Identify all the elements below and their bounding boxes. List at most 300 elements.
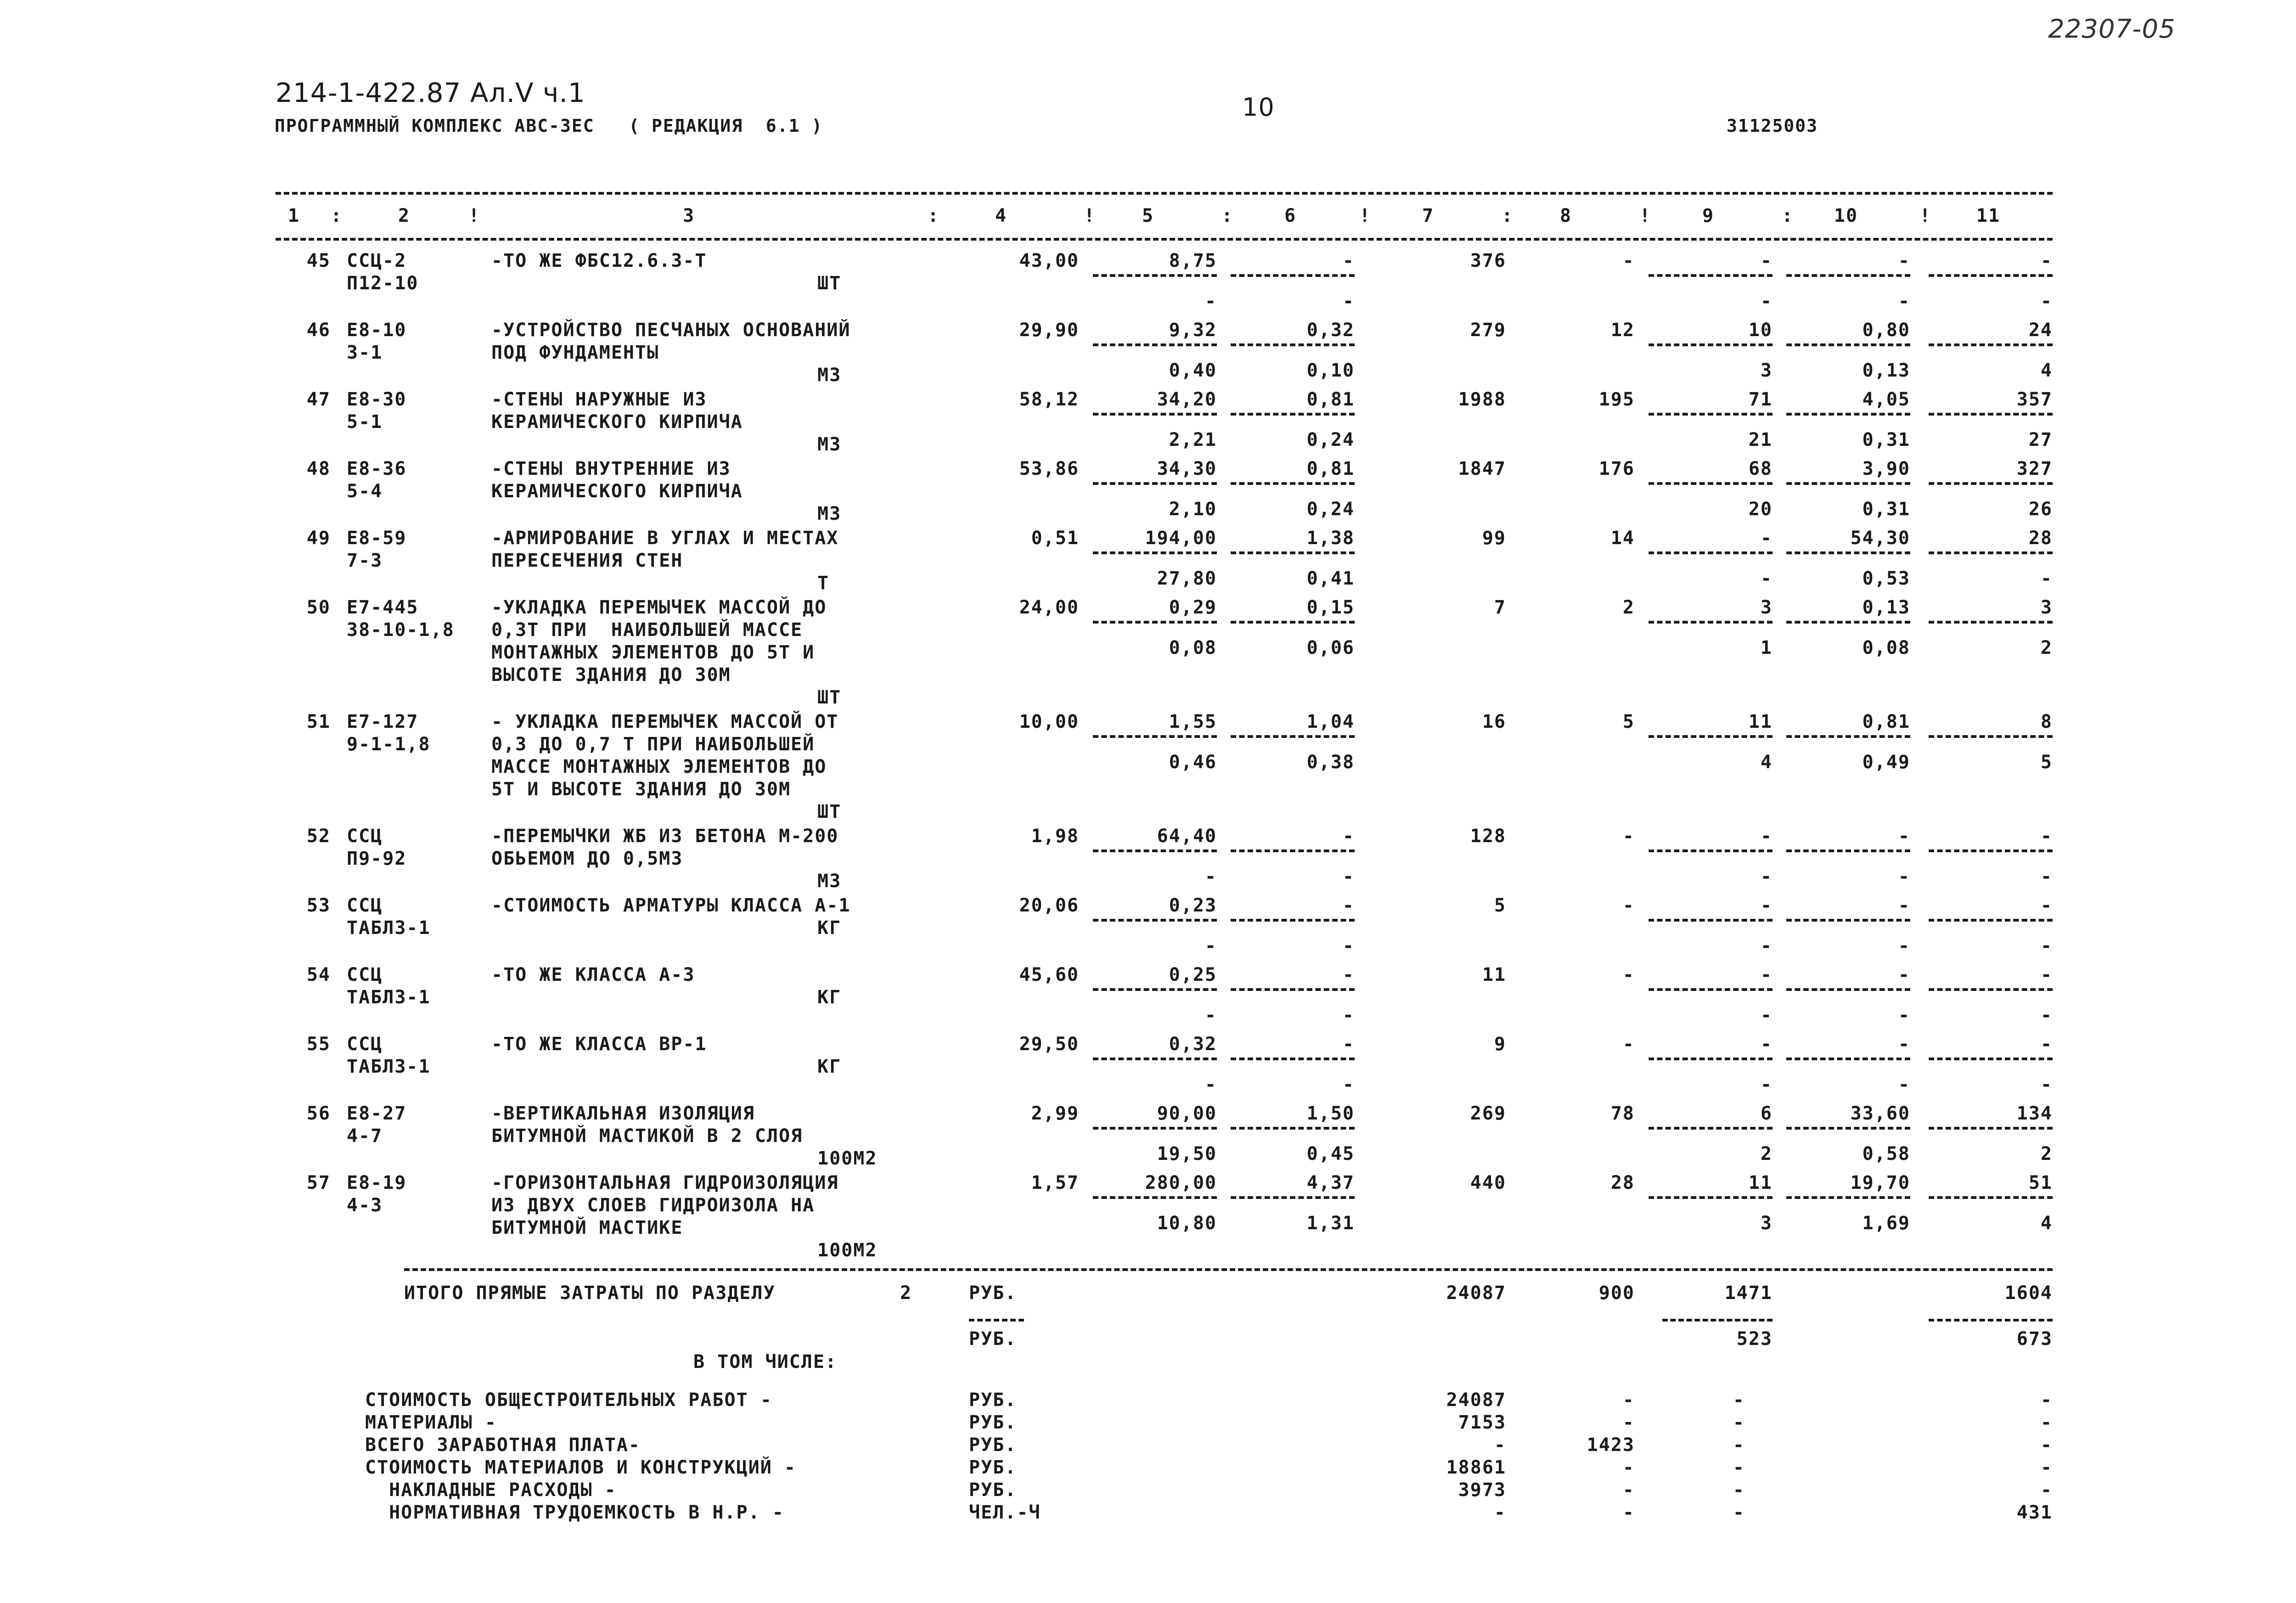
row-code: 5-1	[347, 411, 383, 433]
cell-c11-sub: 26	[2028, 499, 2053, 520]
row-description: МАССЕ МОНТАЖНЫХ ЭЛЕМЕНТОВ ДО	[491, 756, 827, 777]
cell-rule-c11	[1929, 735, 2053, 738]
row-code: П12-10	[347, 273, 419, 294]
column-header-8: 8	[1559, 205, 1572, 226]
cell-c5: 280,00	[1145, 1172, 1217, 1193]
cell-c11: 51	[2028, 1172, 2053, 1193]
cell-c11: 134	[2016, 1103, 2053, 1124]
cell-c10: -	[1898, 250, 1910, 271]
column-header-9: 9	[1702, 205, 1715, 226]
cell-c7: 440	[1470, 1172, 1506, 1193]
cell-c9: 3	[1760, 597, 1773, 618]
table-top-rule	[276, 192, 2053, 195]
cell-rule-c6	[1231, 274, 1355, 277]
cell-rule-c11	[1929, 919, 2053, 922]
cell-c10-sub: 0,13	[1862, 360, 1910, 381]
cell-c11: -	[2040, 895, 2053, 916]
column-header-11: 11	[1976, 205, 2001, 226]
cell-c9: -	[1760, 826, 1773, 847]
cell-rule-c9	[1649, 1196, 1773, 1199]
row-code: 38-10-1,8	[347, 619, 455, 641]
cell-c6: 1,50	[1306, 1103, 1355, 1124]
cell-c10-sub: 0,08	[1862, 637, 1910, 658]
cell-rule-c6	[1231, 482, 1355, 485]
cell-rule-c5	[1093, 482, 1217, 485]
row-unit: 100М2	[817, 1148, 878, 1169]
cell-c9-sub: -	[1760, 568, 1773, 589]
column-separator: :	[1221, 205, 1234, 226]
cell-c10-sub: 0,31	[1862, 429, 1910, 450]
cell-c10: -	[1898, 1034, 1910, 1055]
cell-rule-c10	[1786, 482, 1910, 485]
row-number: 53	[306, 895, 331, 916]
cell-rule-c10	[1786, 343, 1910, 346]
column-header-2: 2	[398, 205, 411, 226]
summary-label: СТОИМОСТЬ МАТЕРИАЛОВ И КОНСТРУКЦИЙ -	[365, 1457, 796, 1478]
row-description: - УКЛАДКА ПЕРЕМЫЧЕК МАССОЙ ОТ	[491, 711, 839, 732]
column-separator: !	[1639, 205, 1652, 226]
row-code: 9-1-1,8	[347, 734, 431, 755]
cell-c9-sub: 3	[1760, 360, 1773, 381]
cell-rule-c9	[1649, 621, 1773, 624]
cell-rule-c10	[1786, 919, 1910, 922]
cell-rule-c6	[1231, 621, 1355, 624]
summary-unit: РУБ.	[969, 1457, 1017, 1478]
cell-c10: 0,80	[1862, 320, 1910, 341]
summary-col9: -	[1733, 1502, 1745, 1523]
cell-c9: 68	[1748, 458, 1773, 479]
row-code: Е8-10	[347, 320, 407, 341]
totals-sub-rule-9	[1662, 1319, 1773, 1322]
cell-rule-c11	[1929, 551, 2053, 554]
cell-rule-c11	[1929, 413, 2053, 416]
cell-c5-sub: 2,21	[1169, 429, 1217, 450]
row-code: ТАБЛ3-1	[347, 987, 431, 1008]
summary-col8: 1423	[1587, 1434, 1635, 1456]
column-separator: !	[1919, 205, 1932, 226]
cell-c10: 54,30	[1850, 528, 1910, 549]
summary-col11: -	[2040, 1412, 2053, 1433]
cell-rule-c5	[1093, 735, 1217, 738]
summary-unit: РУБ.	[969, 1412, 1017, 1433]
cell-rule-c10	[1786, 849, 1910, 852]
column-header-6: 6	[1284, 205, 1297, 226]
row-number: 51	[306, 711, 331, 732]
row-number: 47	[306, 389, 331, 410]
cell-rule-c6	[1231, 343, 1355, 346]
cell-rule-c9	[1649, 551, 1773, 554]
cell-rule-c11	[1929, 1057, 2053, 1060]
cell-c11: 327	[2016, 458, 2053, 479]
cell-c10: -	[1898, 895, 1910, 916]
cell-rule-c6	[1231, 988, 1355, 991]
row-code: Е8-30	[347, 389, 407, 410]
cell-rule-c10	[1786, 1057, 1910, 1060]
totals-col8: 900	[1598, 1282, 1635, 1304]
cell-c6-sub: 1,31	[1306, 1213, 1355, 1234]
totals-col9-b: 523	[1736, 1328, 1773, 1350]
cell-c8: 78	[1610, 1103, 1635, 1124]
summary-col8: -	[1622, 1389, 1635, 1411]
cell-c6: -	[1342, 964, 1355, 985]
totals-section: 2	[900, 1282, 912, 1304]
cell-c9-sub: 4	[1760, 752, 1773, 773]
cell-rule-c9	[1649, 1127, 1773, 1130]
summary-col9: -	[1733, 1479, 1745, 1501]
cell-c11: -	[2040, 964, 2053, 985]
row-description: -ВЕРТИКАЛЬНАЯ ИЗОЛЯЦИЯ	[491, 1103, 755, 1124]
cell-c8: 28	[1610, 1172, 1635, 1193]
row-number: 49	[306, 528, 331, 549]
cell-c4: 29,50	[1019, 1034, 1079, 1055]
cell-c10-sub: 0,31	[1862, 499, 1910, 520]
cell-rule-c11	[1929, 343, 2053, 346]
summary-label: ВСЕГО ЗАРАБОТНАЯ ПЛАТА-	[365, 1434, 641, 1456]
cell-c9: 6	[1760, 1103, 1773, 1124]
row-code: 7-3	[347, 550, 383, 571]
cell-c5: 0,23	[1169, 895, 1217, 916]
cell-c8: -	[1622, 250, 1635, 271]
cell-c5: 34,30	[1157, 458, 1217, 479]
cell-c7: 5	[1494, 895, 1506, 916]
cell-rule-c6	[1231, 551, 1355, 554]
cell-c4: 43,00	[1019, 250, 1079, 271]
cell-c6: -	[1342, 250, 1355, 271]
cell-c11-sub: 27	[2028, 429, 2053, 450]
cell-c8: 176	[1598, 458, 1635, 479]
cell-c11-sub: -	[2040, 291, 2053, 312]
column-separator: :	[1782, 205, 1794, 226]
cell-c5-sub: 0,40	[1169, 360, 1217, 381]
summary-col8: -	[1622, 1479, 1635, 1501]
column-separator: !	[1359, 205, 1372, 226]
row-unit: КГ	[817, 987, 842, 1008]
row-code: 4-3	[347, 1195, 383, 1216]
summary-col11: 431	[2016, 1502, 2053, 1523]
cell-c6-sub: 0,45	[1306, 1143, 1355, 1164]
summary-label: СТОИМОСТЬ ОБЩЕСТРОИТЕЛЬНЫХ РАБОТ -	[365, 1389, 772, 1411]
cell-c10-sub: -	[1898, 1074, 1910, 1095]
cell-c4: 0,51	[1031, 528, 1079, 549]
cell-c6-sub: 0,06	[1306, 637, 1355, 658]
cell-rule-c9	[1649, 849, 1773, 852]
row-code: ТАБЛ3-1	[347, 1056, 431, 1077]
cell-c4: 58,12	[1019, 389, 1079, 410]
cell-c4: 29,90	[1019, 320, 1079, 341]
cell-c9: -	[1760, 964, 1773, 985]
summary-label: НАКЛАДНЫЕ РАСХОДЫ -	[365, 1479, 617, 1501]
cell-c9-sub: 3	[1760, 1213, 1773, 1234]
summary-unit: РУБ.	[969, 1389, 1017, 1411]
totals-unit-1: РУБ.	[969, 1282, 1017, 1304]
summary-col7: 18861	[1446, 1457, 1506, 1478]
cell-c8: 14	[1610, 528, 1635, 549]
row-description: ПОД ФУНДАМЕНТЫ	[491, 342, 659, 363]
cell-c6-sub: 0,38	[1306, 752, 1355, 773]
cell-rule-c5	[1093, 274, 1217, 277]
program-title: ПРОГРАММНЫЙ КОМПЛЕКС АВС-3ЕС ( РЕДАКЦИЯ 6.1 )	[275, 116, 823, 136]
summary-col11: -	[2040, 1434, 2053, 1456]
cell-c6-sub: 0,24	[1306, 429, 1355, 450]
cell-c7: 9	[1494, 1034, 1506, 1055]
totals-unit-2: РУБ.	[969, 1328, 1017, 1350]
row-number: 48	[306, 458, 331, 479]
cell-rule-c6	[1231, 1057, 1355, 1060]
doc-code: 214-1-422.87 Ал.V ч.1	[276, 77, 585, 108]
cell-c9: 11	[1748, 711, 1773, 732]
cell-rule-c11	[1929, 274, 2053, 277]
cell-c7: 269	[1470, 1103, 1506, 1124]
row-unit: М3	[817, 503, 842, 524]
cell-c9-sub: -	[1760, 935, 1773, 956]
cell-c6: -	[1342, 895, 1355, 916]
summary-col8: -	[1622, 1457, 1635, 1478]
row-description: -ТО ЖЕ КЛАССА ВР-1	[491, 1034, 707, 1055]
summary-col11: -	[2040, 1479, 2053, 1501]
row-code: ССЦ	[347, 826, 383, 847]
totals-col11: 1604	[2004, 1282, 2053, 1304]
cell-c6: 0,15	[1306, 597, 1355, 618]
row-code: Е7-445	[347, 597, 419, 618]
row-number: 45	[306, 250, 331, 271]
cell-c7: 1847	[1458, 458, 1506, 479]
row-code: П9-92	[347, 848, 407, 869]
row-code: Е8-19	[347, 1172, 407, 1193]
row-code: Е8-36	[347, 458, 407, 479]
row-number: 54	[306, 964, 331, 985]
totals-sub-rule-11	[1929, 1319, 2053, 1322]
summary-label: НОРМАТИВНАЯ ТРУДОЕМКОСТЬ В Н.Р. -	[365, 1502, 784, 1523]
cell-rule-c9	[1649, 482, 1773, 485]
row-description: -АРМИРОВАНИЕ В УГЛАХ И МЕСТАХ	[491, 528, 839, 549]
summary-unit: РУБ.	[969, 1479, 1017, 1501]
cell-c10: -	[1898, 826, 1910, 847]
summary-col9: -	[1733, 1457, 1745, 1478]
summary-unit: ЧЕЛ.-Ч	[969, 1502, 1041, 1523]
cell-rule-c9	[1649, 343, 1773, 346]
row-code: ССЦ	[347, 895, 383, 916]
cell-c4: 2,99	[1031, 1103, 1079, 1124]
cell-rule-c5	[1093, 551, 1217, 554]
summary-col7: 24087	[1446, 1389, 1506, 1411]
row-description: ВЫСОТЕ ЗДАНИЯ ДО 30М	[491, 664, 731, 686]
cell-rule-c11	[1929, 849, 2053, 852]
cell-c4: 45,60	[1019, 964, 1079, 985]
cell-c7: 99	[1482, 528, 1506, 549]
summary-col7: 7153	[1458, 1412, 1506, 1433]
summary-col11: -	[2040, 1389, 2053, 1411]
cell-rule-c10	[1786, 274, 1910, 277]
cell-c9-sub: 21	[1748, 429, 1773, 450]
cell-c9-sub: 20	[1748, 499, 1773, 520]
cell-rule-c9	[1649, 919, 1773, 922]
cell-c6-sub: -	[1342, 291, 1355, 312]
row-code: ТАБЛ3-1	[347, 917, 431, 939]
summary-col9: -	[1733, 1434, 1745, 1456]
cell-c8: 12	[1610, 320, 1635, 341]
cell-c5-sub: 2,10	[1169, 499, 1217, 520]
document-code: 31125003	[1727, 116, 1818, 136]
cell-c7: 279	[1470, 320, 1506, 341]
cell-c5: 34,20	[1157, 389, 1217, 410]
cell-c5: 8,75	[1169, 250, 1217, 271]
cell-c11-sub: 5	[2040, 752, 2053, 773]
cell-c9: 11	[1748, 1172, 1773, 1193]
cell-c11-sub: 2	[2040, 1143, 2053, 1164]
summary-label: МАТЕРИАЛЫ -	[365, 1412, 497, 1433]
cell-c8: -	[1622, 895, 1635, 916]
row-number: 56	[306, 1103, 331, 1124]
cell-c6-sub: -	[1342, 935, 1355, 956]
row-unit: М3	[817, 871, 842, 892]
column-header-rule	[276, 238, 2053, 241]
column-header-5: 5	[1142, 205, 1154, 226]
cell-c9: -	[1760, 250, 1773, 271]
cell-c9-sub: -	[1760, 1005, 1773, 1026]
row-description: -ТО ЖЕ ФБС12.6.3-Т	[491, 250, 707, 271]
cell-rule-c11	[1929, 1127, 2053, 1130]
cell-c7: 376	[1470, 250, 1506, 271]
row-unit: ШТ	[817, 273, 842, 294]
cell-rule-c9	[1649, 274, 1773, 277]
cell-c10-sub: -	[1898, 1005, 1910, 1026]
cell-c10: -	[1898, 964, 1910, 985]
cell-rule-c9	[1649, 413, 1773, 416]
cell-c10-sub: -	[1898, 935, 1910, 956]
cell-c11-sub: 4	[2040, 360, 2053, 381]
cell-c11: 8	[2040, 711, 2053, 732]
cell-c6-sub: 0,41	[1306, 568, 1355, 589]
cell-rule-c5	[1093, 413, 1217, 416]
summary-col7: -	[1494, 1434, 1506, 1456]
row-description: КЕРАМИЧЕСКОГО КИРПИЧА	[491, 481, 743, 502]
cell-c9-sub: 2	[1760, 1143, 1773, 1164]
cell-rule-c5	[1093, 919, 1217, 922]
cell-c5: 0,29	[1169, 597, 1217, 618]
cell-rule-c11	[1929, 1196, 2053, 1199]
summary-col8: -	[1622, 1502, 1635, 1523]
cell-rule-c9	[1649, 1057, 1773, 1060]
cell-c10-sub: -	[1898, 866, 1910, 887]
row-description: -СТЕНЫ НАРУЖНЫЕ ИЗ	[491, 389, 707, 410]
cell-c8: 2	[1622, 597, 1635, 618]
cell-c6: 0,81	[1306, 389, 1355, 410]
cell-c9: 71	[1748, 389, 1773, 410]
cell-c5-sub: 0,46	[1169, 752, 1217, 773]
cell-c9-sub: -	[1760, 291, 1773, 312]
column-header-10: 10	[1834, 205, 1858, 226]
cell-c7: 7	[1494, 597, 1506, 618]
cell-rule-c11	[1929, 621, 2053, 624]
cell-c6: 0,81	[1306, 458, 1355, 479]
cell-rule-c10	[1786, 735, 1910, 738]
cell-c5-sub: 0,08	[1169, 637, 1217, 658]
column-separator: :	[928, 205, 940, 226]
cell-c6: 1,38	[1306, 528, 1355, 549]
row-code: ССЦ	[347, 1034, 383, 1055]
totals-rule	[404, 1268, 2053, 1271]
row-number: 55	[306, 1034, 331, 1055]
cell-c5-sub: -	[1204, 1005, 1217, 1026]
column-header-1: 1	[287, 205, 300, 226]
row-description: -УКЛАДКА ПЕРЕМЫЧЕК МАССОЙ ДО	[491, 597, 827, 618]
row-description: БИТУМНОЙ МАСТИКОЙ В 2 СЛОЯ	[491, 1125, 803, 1147]
cell-rule-c5	[1093, 1127, 1217, 1130]
cell-rule-c9	[1649, 735, 1773, 738]
column-header-3: 3	[682, 205, 695, 226]
row-description: -ГОРИЗОНТАЛЬНАЯ ГИДРОИЗОЛЯЦИЯ	[491, 1172, 839, 1193]
cell-c10-sub: 0,49	[1862, 752, 1910, 773]
cell-rule-c11	[1929, 482, 2053, 485]
summary-col7: 3973	[1458, 1479, 1506, 1501]
cell-c4: 10,00	[1019, 711, 1079, 732]
summary-col8: -	[1622, 1412, 1635, 1433]
cell-c6-sub: -	[1342, 1074, 1355, 1095]
column-header-4: 4	[995, 205, 1007, 226]
cell-c6-sub: 0,24	[1306, 499, 1355, 520]
row-number: 50	[306, 597, 331, 618]
cell-c6: -	[1342, 826, 1355, 847]
cell-c7: 128	[1470, 826, 1506, 847]
row-description: -УСТРОЙСТВО ПЕСЧАНЫХ ОСНОВАНИЙ	[491, 320, 851, 341]
cell-rule-c6	[1231, 413, 1355, 416]
cell-c10-sub: -	[1898, 291, 1910, 312]
summary-col7: -	[1494, 1502, 1506, 1523]
row-description: -СТОИМОСТЬ АРМАТУРЫ КЛАССА А-1	[491, 895, 851, 916]
cell-c5-sub: -	[1204, 291, 1217, 312]
cell-c6: 0,32	[1306, 320, 1355, 341]
row-description: -СТЕНЫ ВНУТРЕННИЕ ИЗ	[491, 458, 731, 479]
cell-c10: 0,13	[1862, 597, 1910, 618]
cell-c11: -	[2040, 1034, 2053, 1055]
cell-c10-sub: 0,53	[1862, 568, 1910, 589]
row-code: 3-1	[347, 342, 383, 363]
row-number: 52	[306, 826, 331, 847]
cell-c11-sub: -	[2040, 866, 2053, 887]
row-description: 5Т И ВЫСОТЕ ЗДАНИЯ ДО 30М	[491, 779, 791, 800]
cell-c6: 4,37	[1306, 1172, 1355, 1193]
cell-c9-sub: 1	[1760, 637, 1773, 658]
cell-c11-sub: -	[2040, 935, 2053, 956]
cell-c4: 24,00	[1019, 597, 1079, 618]
cell-c5-sub: 19,50	[1157, 1143, 1217, 1164]
summary-unit: РУБ.	[969, 1434, 1017, 1456]
cell-c11-sub: 4	[2040, 1213, 2053, 1234]
cell-rule-c10	[1786, 1196, 1910, 1199]
cell-c6: -	[1342, 1034, 1355, 1055]
cell-rule-c6	[1231, 919, 1355, 922]
row-code: Е8-27	[347, 1103, 407, 1124]
cell-rule-c6	[1231, 849, 1355, 852]
cell-c10: 0,81	[1862, 711, 1910, 732]
cell-c11-sub: 2	[2040, 637, 2053, 658]
cell-c11: 24	[2028, 320, 2053, 341]
summary-col11: -	[2040, 1457, 2053, 1478]
cell-c9: -	[1760, 1034, 1773, 1055]
cell-c9: -	[1760, 895, 1773, 916]
cell-rule-c6	[1231, 1196, 1355, 1199]
totals-col11-b: 673	[2016, 1328, 2053, 1350]
cell-c5: 9,32	[1169, 320, 1217, 341]
row-code: 4-7	[347, 1125, 383, 1147]
row-description: 0,3 ДО 0,7 Т ПРИ НАИБОЛЬШЕЙ	[491, 734, 815, 755]
row-code: 5-4	[347, 481, 383, 502]
row-description: БИТУМНОЙ МАСТИКЕ	[491, 1217, 683, 1238]
cell-c5: 0,25	[1169, 964, 1217, 985]
cell-c5: 194,00	[1145, 528, 1217, 549]
cell-c4: 53,86	[1019, 458, 1079, 479]
row-unit: 100М2	[817, 1240, 878, 1261]
